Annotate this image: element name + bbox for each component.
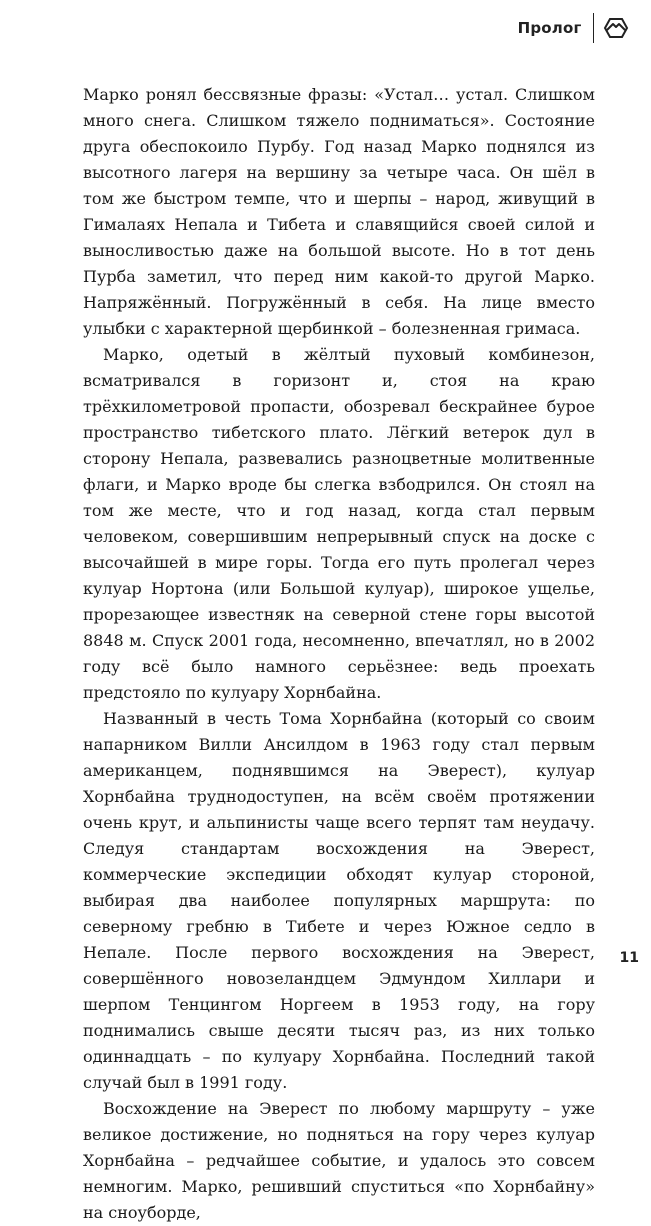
paragraph: Марко ронял бессвязные фразы: «Устал… устал. Слишком много снега. Слишком тяжело подниматься». Состояние друга обеспокоило Пурбу. Год назад Марко поднялся из высотного лагеря на вершину за четыре часа. Он шёл в том же быстром темпе, что и шерпы – народ, живущий в Гималаях Непала и Тибета и славящийся своей силой и выносливостью даже на большой высоте. Но в тот день Пурба заметил, что перед ним какой-то другой Марко. Напряжённый. Погружённый в себя. На лице вместо улыбки с характерной щербинкой – болезненная гримаса.	[83, 85, 595, 338]
paragraph: Восхождение на Эверест по любому маршруту – уже великое достижение, но подняться на гору через кулуар Хорнбайна – редчайшее событие, и удалось это совсем немногим. Марко, решивший спуститься «по Хорнбайну» на сноуборде,	[83, 1099, 595, 1222]
mountain-icon	[603, 17, 629, 39]
paragraph: Марко, одетый в жёлтый пуховый комбинезон, всматривался в горизонт и, стоя на краю трёхкилометровой пропасти, обозревал бескрайнее бурое пространство тибетского плато. Лёгкий ветерок дул в сторону Непала, развевались разноцветные молитвенные флаги, и Марко вроде бы слегка взбодрился. Он стоял на том же месте, что и год назад, когда стал первым человеком, совершившим непрерывный спуск на доске с высочайшей в мире горы. Тогда его путь пролегал через кулуар Нортона (или Большой кулуар), широкое ущелье, прорезающее известняк на северной стене горы высотой 8848 м. Спуск 2001 года, несомненно, впечатлял, но в 2002 году всё было намного серьёзнее: ведь проехать предстояло по кулуару Хорнбайна.	[83, 345, 595, 702]
chapter-title: Пролог	[517, 19, 582, 37]
paragraph: Названный в честь Тома Хорнбайна (который со своим напарником Вилли Ансилдом в 1963 году стал первым американцем, поднявшимся на Эверест), кулуар Хорнбайна труднодоступен, на всём своём протяжении очень крут, и альпинисты чаще всего терпят там неудачу. Следуя стандартам восхождения на Эверест, коммерческие экспедиции обходят кулуар стороной, выбирая два наиболее популярных маршрута: по северному гребню в Тибете и через Южное седло в Непале. После первого восхождения на Эверест, совершённого новозеландцем Эдмундом Хиллари и шерпом Тенцингом Норгеем в 1953 году, на гору поднимались свыше десяти тысяч раз, из них только одиннадцать – по кулуару Хорнбайна. Последний такой случай был в 1991 году.	[83, 709, 595, 1092]
header-divider	[593, 13, 595, 43]
body-text	[83, 82, 595, 1226]
page-number: 11	[619, 950, 639, 966]
running-header	[518, 10, 629, 46]
